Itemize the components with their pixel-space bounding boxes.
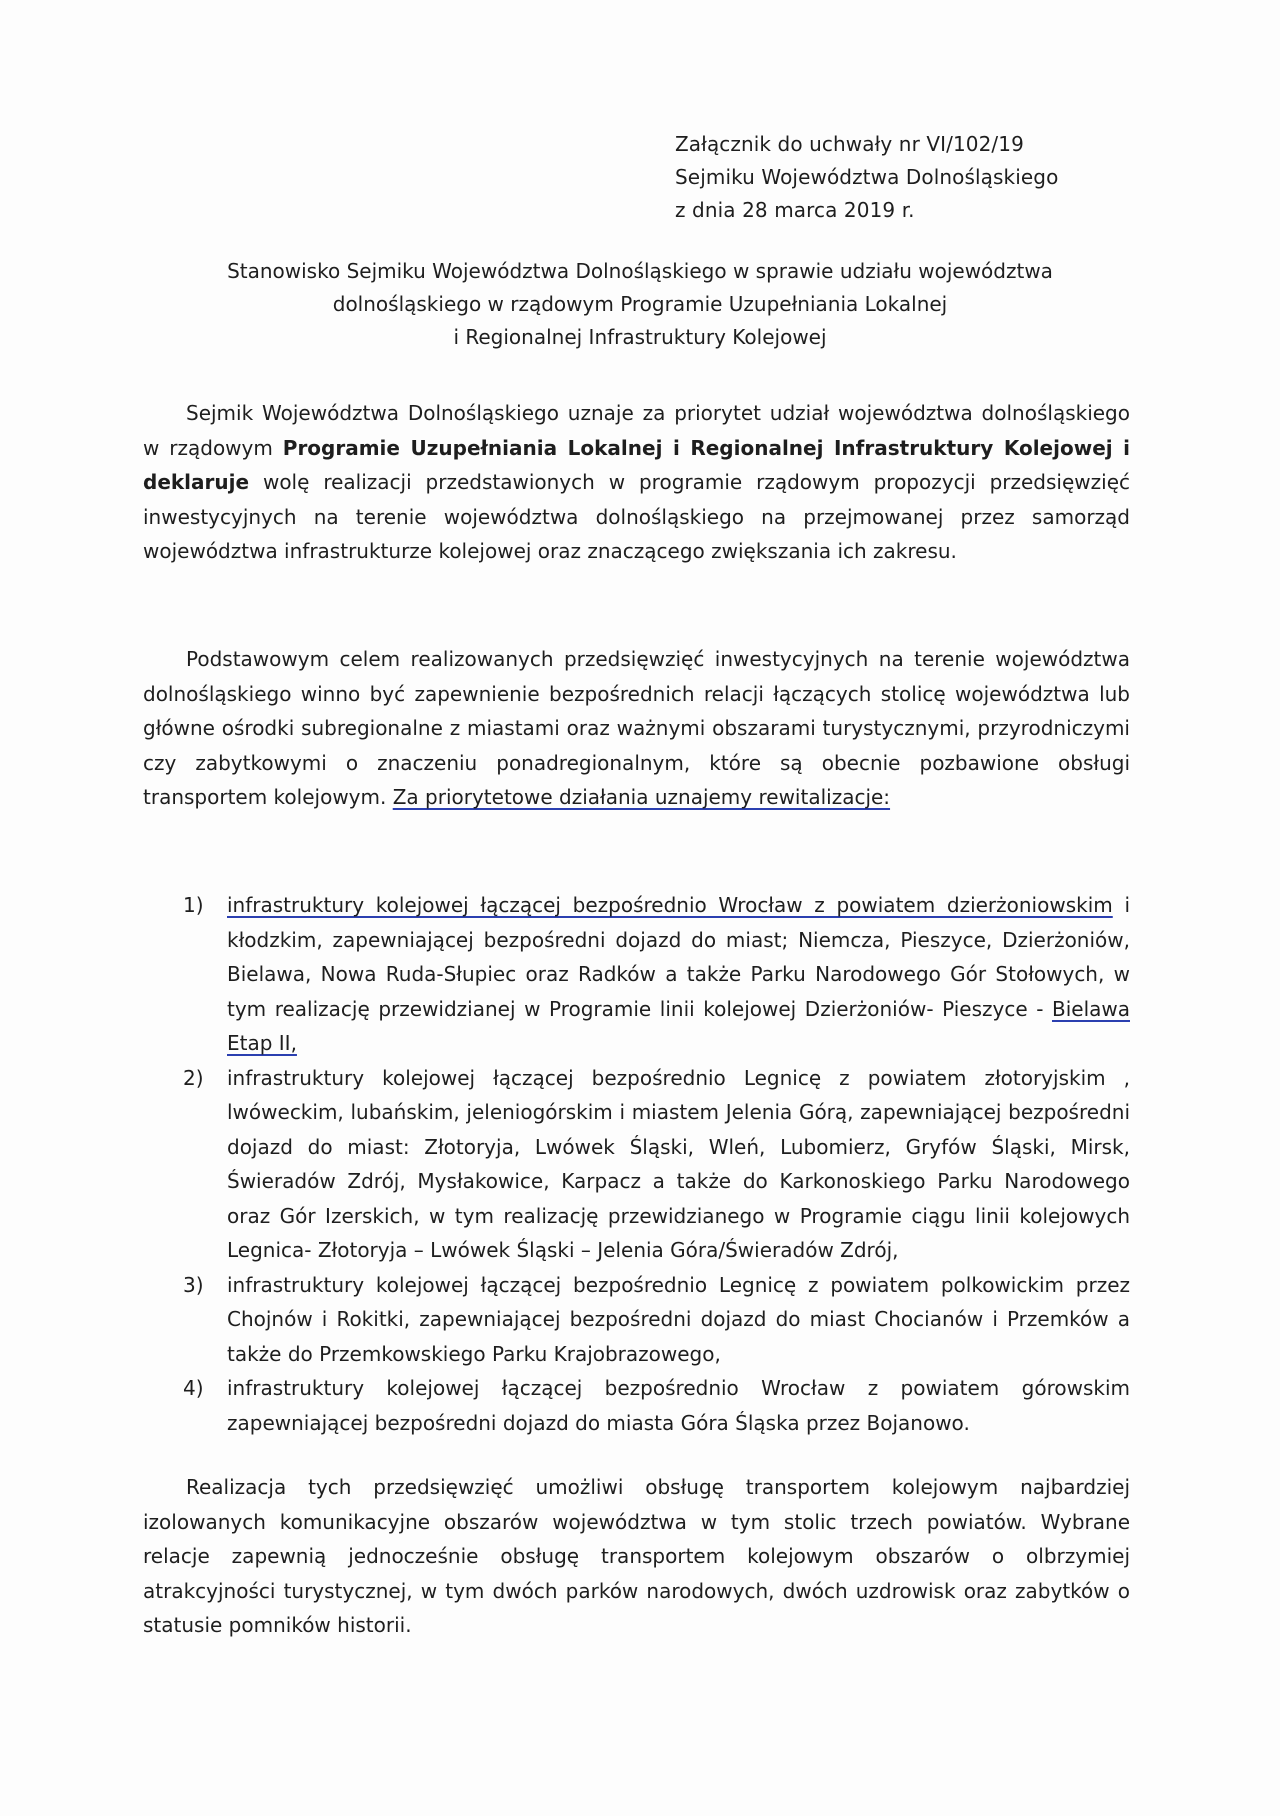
list-item-text: infrastruktury kolejowej łączącej bezpośrednio Legnicę z powiatem polkowickim przez Chojnów i Rokitki, zapewniającej bezpośredni dojazd do miast Chocianów i Przemków a także do Przemkowskiego Parku Krajobrazowego,: [227, 1272, 1130, 1366]
title-line-2: dolnośląskiego w rządowym Programie Uzupełniania Lokalnej: [332, 292, 948, 316]
list-item-underlined: infrastruktury kolejowej łączącej bezpośrednio Wrocław z powiatem dzierżoniowskim: [227, 893, 1113, 917]
program-name-bold: Programie Uzupełniania Lokalnej i Regionalnej Infrastruktury Kolejowej i deklaruje: [143, 435, 1130, 494]
attachment-header: [675, 128, 1058, 227]
paragraph-priority-text: Sejmik Województwa Dolnośląskiego uznaje za priorytet udział województwa dolnośląskiego w rządowym: [143, 401, 1130, 460]
list-item-text: infrastruktury kolejowej łączącej bezpośrednio Wrocław z powiatem górowskim zapewniającej bezpośredni dojazd do miasta Góra Śląska przez Bojanowo.: [227, 1376, 1130, 1435]
paragraph-priority: [143, 396, 1130, 569]
title-line-3: i Regionalnej Infrastruktury Kolejowej: [453, 325, 827, 349]
header-line-council: Sejmiku Województwa Dolnośląskiego: [675, 165, 1059, 189]
investment-list: [143, 888, 1130, 1440]
list-item-number: 4): [183, 1376, 204, 1400]
paragraph-priority-continuation: wolę realizacji przedstawionych w programie rządowym propozycji przedsięwzięć inwestycyjnych na terenie województwa dolnośląskiego na przejmowanej przez samorząd województwa infrastrukturze kolejowej oraz znaczącego zwiększania ich zakresu.: [143, 470, 1130, 563]
paragraph-summary: Realizacja tych przedsięwzięć umożliwi obsługę transportem kolejowym najbardziej izolowanych komunikacyjne obszarów województwa w tym stolic trzech powiatów. Wybrane relacje zapewnią jednocześnie obsługę transportem kolejowym obszarów o olbrzymiej atrakcyjności turystycznej, w tym dwóch parków narodowych, dwóch uzdrowisk oraz zabytków o statusie pomników historii.: [143, 1475, 1130, 1637]
list-item: [143, 888, 1130, 1061]
paragraph-goal-text: Podstawowym celem realizowanych przedsięwzięć inwestycyjnych na terenie województwa dolnośląskiego winno być zapewnienie bezpośrednich relacji łączących stolicę województwa lub główne ośrodki subregionalne z miastami oraz ważnymi obszarami turystycznymi, przyrodniczymi czy zabytkowymi o znaczeniu ponadregionalnym, które są obecnie pozbawione obsługi transportem kolejowym.: [143, 647, 1130, 809]
header-line-date: z dnia 28 marca 2019 r.: [675, 198, 915, 222]
list-item-number: 3): [183, 1272, 204, 1297]
list-item: [143, 1268, 1130, 1372]
list-item: [143, 1371, 1130, 1440]
document-title: [140, 255, 1140, 354]
list-item-number: 1): [183, 893, 204, 917]
paragraph-goal: [143, 642, 1130, 815]
header-line-resolution: Załącznik do uchwały nr VI/102/19: [675, 132, 1024, 156]
list-item: [143, 1061, 1130, 1268]
list-item-underlined-end: Bielawa Etap II,: [227, 996, 1130, 1055]
list-item-text: i kłodzkim, zapewniającej bezpośredni dojazd do miast; Niemcza, Pieszyce, Dzierżoniów, Bielawa, Nowa Ruda-Słupiec oraz Radków a także Parku Narodowego Gór Stołowych, w tym realizację przewidzianej w Programie linii kolejowej Dzierżoniów- Pieszyce -: [227, 893, 1131, 1021]
list-item-number: 2): [183, 1065, 204, 1090]
list-item-text: infrastruktury kolejowej łączącej bezpośrednio Legnicę z powiatem złotoryjskim , lwóweckim, lubańskim, jeleniogórskim i miastem Jelenia Górą, zapewniającej bezpośredni dojazd do miast: Złotoryja, Lwówek Śląski, Wleń, Lubomierz, Gryfów Śląski, Mirsk, Świeradów Zdrój, Mysłakowice, Karpacz a także do Karkonoskiego Parku Narodowego oraz Gór Izerskich, w tym realizację przewidzianego w Programie ciągu linii kolejowych Legnica- Złotoryja – Lwówek Śląski – Jelenia Góra/Świeradów Zdrój,: [227, 1065, 1130, 1262]
priority-actions-underlined: Za priorytetowe działania uznajemy rewitalizacje:: [392, 785, 891, 809]
title-line-1: Stanowisko Sejmiku Województwa Dolnośląskiego w sprawie udziału województwa: [227, 259, 1053, 283]
